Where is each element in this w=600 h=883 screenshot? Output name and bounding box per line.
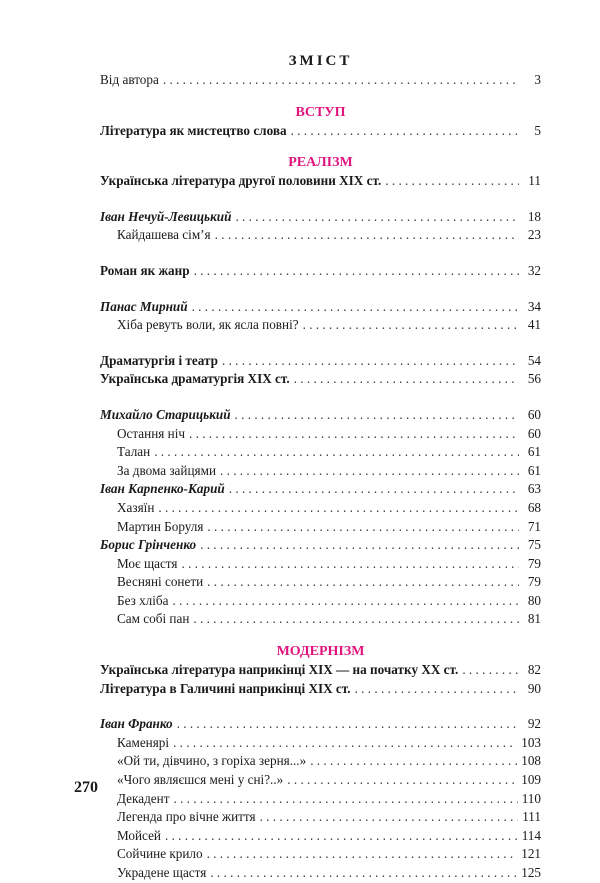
- toc-entry-title: Українська драматургія ХІХ ст.: [100, 371, 290, 387]
- leader-dots: [165, 827, 518, 846]
- leader-dots: [385, 172, 519, 191]
- leader-dots: [158, 499, 519, 518]
- leader-dots: [303, 316, 519, 335]
- toc-entry-page: 54: [527, 352, 541, 368]
- toc-entry: [100, 226, 541, 245]
- toc-entry-title: Борис Грінченко: [100, 537, 197, 553]
- toc-entry-page: 121: [521, 846, 541, 862]
- toc-entry-title: Література в Галичині наприкінці ХІХ ст.: [100, 680, 351, 696]
- toc-entry-title: Михайло Старицький: [100, 406, 231, 422]
- toc-entry: [100, 352, 541, 371]
- toc-entry: [100, 172, 541, 191]
- leader-dots: [260, 808, 519, 827]
- toc-entry: [100, 370, 541, 389]
- toc-entry-title: Декадент: [117, 790, 170, 806]
- leader-dots: [193, 610, 519, 629]
- leader-dots: [310, 752, 517, 771]
- toc-entry: [100, 425, 541, 444]
- toc-entry-page: 103: [521, 734, 541, 750]
- leader-dots: [291, 122, 519, 141]
- toc-entry-title: Іван Карпенко-Карий: [100, 481, 225, 497]
- leader-dots: [194, 262, 519, 281]
- leader-dots: [200, 536, 519, 555]
- toc-entry: [100, 499, 541, 518]
- toc-entry-page: 61: [527, 462, 541, 478]
- leader-dots: [294, 370, 519, 389]
- leader-dots: [462, 661, 519, 680]
- toc-entry-page: 3: [534, 72, 541, 87]
- leader-dots: [173, 790, 517, 809]
- toc-entry-page: 111: [522, 809, 541, 825]
- leader-dots: [163, 71, 519, 90]
- leader-dots: [181, 555, 519, 574]
- toc-entry-page: 23: [527, 227, 541, 243]
- leader-dots: [222, 352, 519, 371]
- toc-entry-title: Хіба ревуть воли, як ясла повні?: [117, 317, 299, 333]
- toc-entry-page: 32: [527, 262, 541, 278]
- toc-entry-title: Іван Нечуй-Левицький: [100, 208, 232, 224]
- toc-entry-page: 68: [527, 499, 541, 515]
- toc-entry-page: 71: [527, 518, 541, 534]
- toc-entry: [100, 208, 541, 227]
- toc-entry-page: 80: [527, 592, 541, 608]
- toc-entry: [100, 845, 541, 864]
- leader-dots: [229, 480, 519, 499]
- toc-entry-title: Сам собі пан: [117, 611, 190, 627]
- leader-dots: [207, 573, 519, 592]
- toc-entry-title: Драматургія і театр: [100, 352, 218, 368]
- toc-entry-page: 79: [527, 574, 541, 590]
- toc-entry-title: Украдене щастя: [117, 865, 207, 880]
- section-heading: МОДЕРНІЗМ: [276, 644, 365, 660]
- section-heading: РЕАЛІЗМ: [288, 155, 353, 171]
- toc-entry-page: 110: [521, 790, 541, 806]
- toc-entry-title: Весняні сонети: [117, 574, 204, 590]
- toc-entry-title: За двома зайцями: [117, 462, 216, 478]
- toc-entry-page: 56: [527, 371, 541, 387]
- toc-entry-title: Хазяїн: [117, 499, 155, 515]
- toc-entry: [100, 462, 541, 481]
- toc-entry: [100, 661, 541, 680]
- toc-entry: [100, 71, 541, 90]
- toc-entry: [100, 790, 541, 809]
- toc-entry: [100, 573, 541, 592]
- toc-entry: [100, 122, 541, 141]
- toc-entry-title: Мартин Боруля: [117, 518, 204, 534]
- toc-entry: [100, 734, 541, 753]
- toc-entry: [100, 827, 541, 846]
- leader-dots: [173, 592, 520, 611]
- toc-entry: [100, 518, 541, 537]
- toc-entry-page: 82: [527, 662, 541, 678]
- toc-entry: [100, 610, 541, 629]
- toc-entry-page: 63: [527, 481, 541, 497]
- leader-dots: [287, 771, 517, 790]
- leader-dots: [177, 715, 519, 734]
- toc-entry: [100, 752, 541, 771]
- leader-dots: [192, 298, 519, 317]
- toc-entry: [100, 406, 541, 425]
- table-of-contents: [100, 52, 541, 883]
- leader-dots: [207, 845, 518, 864]
- leader-dots: [154, 443, 519, 462]
- toc-entry-page: 61: [527, 444, 541, 460]
- toc-entry: [100, 771, 541, 790]
- toc-entry-page: 81: [527, 611, 541, 627]
- leader-dots: [173, 734, 517, 753]
- toc-entry-page: 114: [521, 827, 541, 843]
- leader-dots: [210, 864, 517, 883]
- toc-entry-page: 108: [521, 753, 541, 769]
- section-heading: ВСТУП: [295, 104, 346, 120]
- toc-entry-title: Остання ніч: [117, 425, 185, 441]
- toc-entry: [100, 864, 541, 883]
- page-title: ЗМІСТ: [288, 53, 353, 69]
- toc-entry: [100, 715, 541, 734]
- toc-entry-page: 90: [527, 680, 541, 696]
- toc-entry-title: Сойчине крило: [117, 846, 203, 862]
- toc-entry-page: 18: [527, 208, 541, 224]
- toc-entry-title: «Чого являєшся мені у сні?..»: [117, 772, 284, 788]
- toc-entry-page: 60: [527, 425, 541, 441]
- leader-dots: [235, 208, 519, 227]
- toc-entry-title: Кайдашева сім’я: [117, 227, 211, 243]
- toc-entry-page: 79: [527, 555, 541, 571]
- toc-entry-title: Панас Мирний: [100, 298, 188, 314]
- toc-entry: [100, 298, 541, 317]
- toc-entry-page: 34: [527, 298, 541, 314]
- toc-entry: [100, 316, 541, 335]
- toc-entry-page: 125: [521, 865, 541, 880]
- toc-entry-title: Українська література наприкінці ХІХ — на початку ХХ ст.: [100, 662, 459, 678]
- toc-entry-title: «Ой ти, дівчино, з горіха зерня...»: [117, 753, 307, 769]
- toc-entry: [100, 555, 541, 574]
- leader-dots: [215, 226, 519, 245]
- toc-entry-page: 11: [528, 173, 541, 189]
- toc-entry: [100, 262, 541, 281]
- toc-entry-page: 109: [521, 772, 541, 788]
- toc-entry-page: 41: [527, 317, 541, 333]
- toc-entry-page: 92: [527, 716, 541, 732]
- toc-entry-page: 75: [527, 537, 541, 553]
- leader-dots: [207, 518, 519, 537]
- toc-entry: [100, 808, 541, 827]
- toc-entry-title: Література як мистецтво слова: [100, 122, 287, 138]
- leader-dots: [220, 462, 519, 481]
- leader-dots: [189, 425, 519, 444]
- toc-entry: [100, 536, 541, 555]
- toc-entry-title: Мойсей: [117, 827, 161, 843]
- toc-entry-title: Легенда про вічне життя: [117, 809, 256, 825]
- toc-entry: [100, 680, 541, 699]
- toc-entry-title: Іван Франко: [100, 716, 173, 732]
- leader-dots: [235, 406, 519, 425]
- toc-entry-title: Моє щастя: [117, 555, 178, 571]
- toc-entry-title: Роман як жанр: [100, 262, 190, 278]
- toc-entry-title: Українська література другої половини ХІХ ст.: [100, 173, 382, 189]
- toc-entry-page: 5: [534, 122, 541, 138]
- toc-entry-title: Без хліба: [117, 592, 169, 608]
- toc-entry-page: 60: [527, 406, 541, 422]
- toc-entry: [100, 443, 541, 462]
- leader-dots: [355, 680, 519, 699]
- toc-entry: [100, 592, 541, 611]
- toc-entry-title: Каменярі: [117, 734, 170, 750]
- toc-entry-title: Від автора: [100, 72, 159, 87]
- toc-entry-title: Талан: [117, 444, 151, 460]
- toc-entry: [100, 480, 541, 499]
- page-number: 270: [74, 779, 98, 796]
